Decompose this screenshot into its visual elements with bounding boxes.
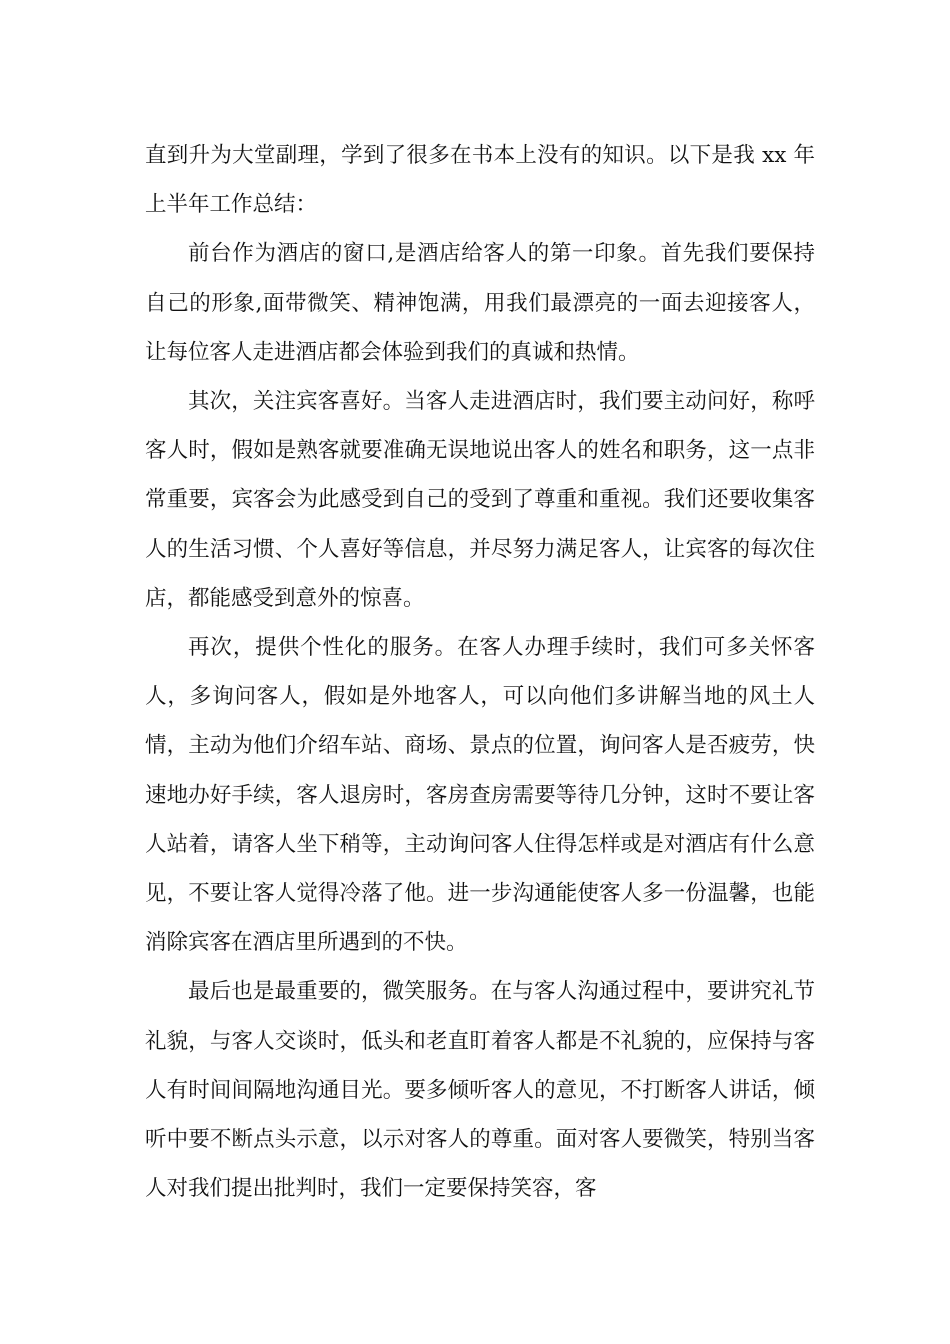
paragraph-intro: 直到升为大堂副理，学到了很多在书本上没有的知识。以下是我 xx 年上半年工作总结： [145, 143, 815, 218]
paragraph-guest-preferences: 其次，关注宾客喜好。当客人走进酒店时，我们要主动问好，称呼客人时，假如是熟客就要准确无误地说出客人的姓名和职务，这一点非常重要，宾客会为此感受到自己的受到了尊重和重视。我们还要收集客人的生活习惯、个人喜好等信息，并尽努力满足客人，让宾客的每次住店，都能感受到意外的惊喜。 [145, 389, 815, 611]
paragraph-front-desk: 前台作为酒店的窗口,是酒店给客人的第一印象。首先我们要保持自己的形象,面带微笑、精神饱满，用我们最漂亮的一面去迎接客人，让每位客人走进酒店都会体验到我们的真诚和热情。 [145, 241, 815, 365]
paragraph-personalized-service: 再次，提供个性化的服务。在客人办理手续时，我们可多关怀客人，多询问客人，假如是外地客人，可以向他们多讲解当地的风土人情，主动为他们介绍车站、商场、景点的位置，询问客人是否疲劳，快速地办好手续，客人退房时，客房查房需要等待几分钟，这时不要让客人站着，请客人坐下稍等，主动询问客人住得怎样或是对酒店有什么意见，不要让客人觉得冷落了他。进一步沟通能使客人多一份温馨，也能消除宾客在酒店里所遇到的不快。 [145, 635, 815, 956]
paragraph-smile-service: 最后也是最重要的，微笑服务。在与客人沟通过程中，要讲究礼节礼貌，与客人交谈时，低头和老直盯着客人都是不礼貌的，应保持与客人有时间间隔地沟通目光。要多倾听客人的意见，不打断客人讲话，倾听中要不断点头示意，以示对客人的尊重。面对客人要微笑，特别当客人对我们提出批判时，我们一定要保持笑容，客 [145, 979, 815, 1202]
document-body [145, 131, 815, 1213]
